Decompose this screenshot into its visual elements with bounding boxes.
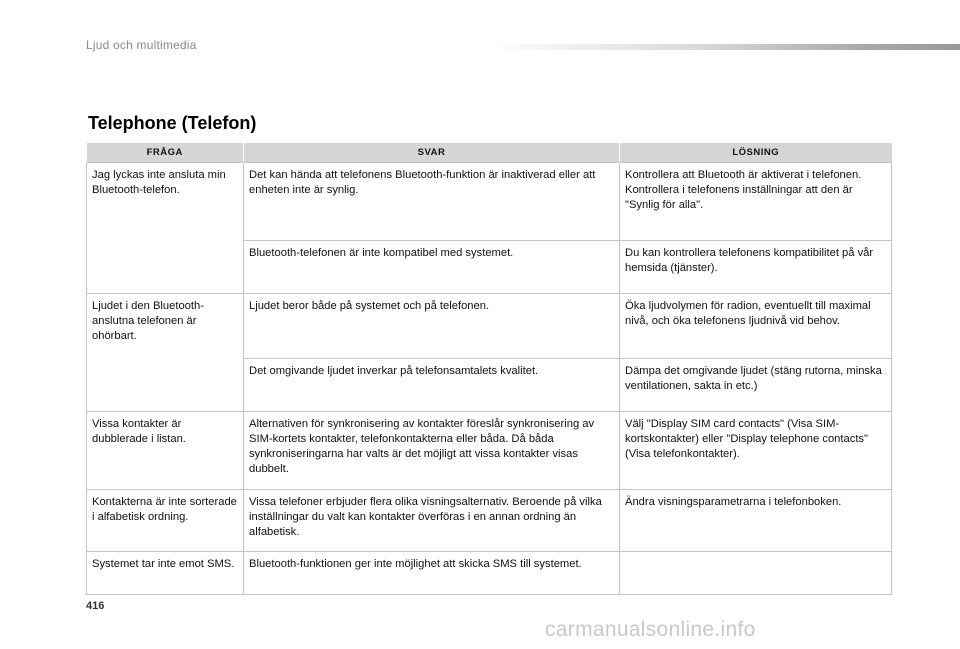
section-header: Ljud och multimedia [86,38,197,52]
question-cell: Kontakterna är inte sorterade i alfabetisk ordning. [87,490,244,552]
column-header-question: FRÅGA [87,143,244,163]
table-row [87,490,892,552]
question-cell: Vissa kontakter är dubblerade i listan. [87,412,244,490]
answer-cell: Bluetooth-funktionen ger inte möjlighet att skicka SMS till systemet. [244,552,620,595]
column-header-answer: SVAR [244,143,620,163]
solution-cell: Dämpa det omgivande ljudet (stäng rutorna, minska ventilationen, sakta in etc.) [620,359,892,412]
solution-line: Kontrollera att Bluetooth är aktiverat i telefonen. Kontrollera i telefonens inställningar att den är "Synlig för alla". [625,169,862,211]
solution-cell [620,163,892,241]
answer-cell: Det kan hända att telefonens Bluetooth-funktion är inaktiverad eller att enheten inte är synlig. [244,163,620,241]
answer-cell: Bluetooth-telefonen är inte kompatibel med systemet. [244,241,620,294]
solution-cell: Du kan kontrollera telefonens kompatibilitet på vår hemsida (tjänster). [620,241,892,294]
table-row [87,412,892,490]
table-row [87,163,892,241]
table-header-row [87,143,892,163]
solution-cell: Välj "Display SIM card contacts" (Visa SIM-kortskontakter) eller "Display telephone contacts" (Visa telefonkontakter). [620,412,892,490]
question-cell: Systemet tar inte emot SMS. [87,552,244,595]
column-header-solution: LÖSNING [620,143,892,163]
solution-cell: Ändra visningsparametrarna i telefonboken. [620,490,892,552]
question-cell: Ljudet i den Bluetooth-anslutna telefonen är ohörbart. [87,294,244,412]
question-cell: Jag lyckas inte ansluta min Bluetooth-telefon. [87,163,244,294]
site-watermark: carmanualsonline.info [545,618,756,641]
answer-cell: Ljudet beror både på systemet och på telefonen. [244,294,620,359]
header-gradient-bar [488,44,960,50]
page-title: Telephone (Telefon) [88,113,257,133]
table-row [87,552,892,595]
page-number: 416 [86,600,105,612]
answer-cell: Vissa telefoner erbjuder flera olika visningsalternativ. Beroende på vilka inställningar du valt kan kontakter överföras i en annan ordning än alfabetisk. [244,490,620,552]
table-row [87,294,892,359]
answer-cell: Det omgivande ljudet inverkar på telefonsamtalets kvalitet. [244,359,620,412]
troubleshooting-table [86,143,892,595]
answer-cell: Alternativen för synkronisering av kontakter föreslår synkronisering av SIM-kortets kontakter, telefonkontakterna eller båda. Då båda synkroniseringarna har valts är det möjligt att vissa kontakter visas dubbelt. [244,412,620,490]
solution-cell [620,552,892,595]
solution-cell: Öka ljudvolymen för radion, eventuellt till maximal nivå, och öka telefonens ljudnivå vid behov. [620,294,892,359]
